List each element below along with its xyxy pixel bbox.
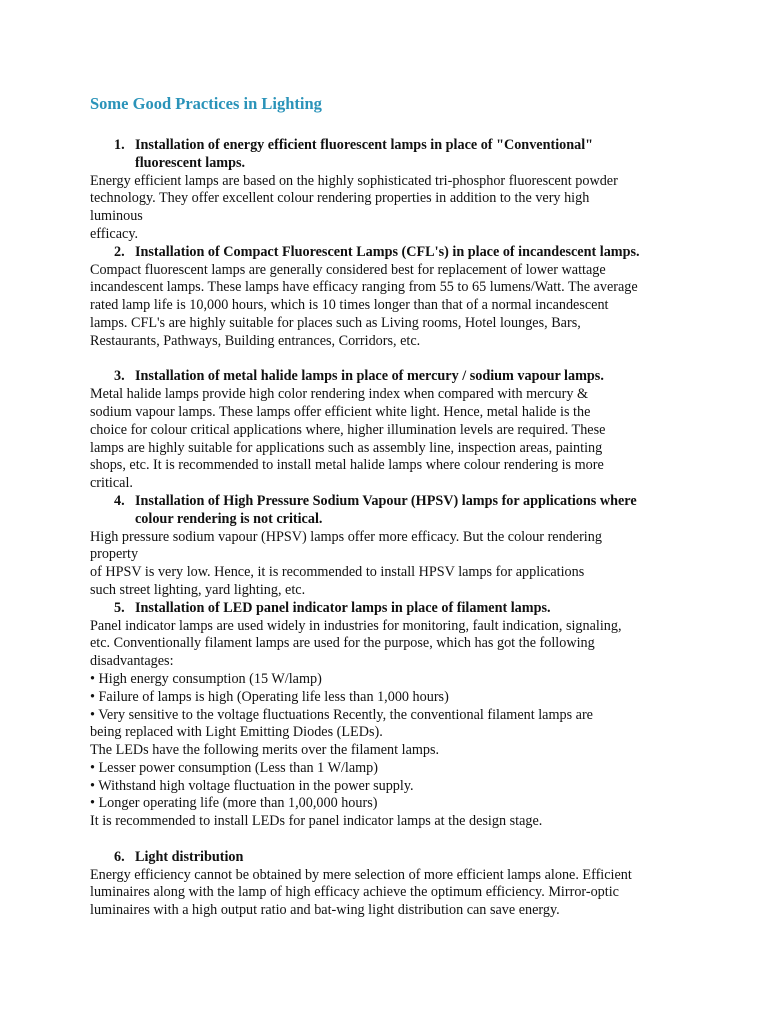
section-5-body-line: The LEDs have the following merits over the filament lamps. — [90, 742, 440, 759]
section-3-number: 3. — [114, 368, 125, 385]
section-3-body-line: critical. — [90, 475, 133, 492]
section-4-heading-line-2: colour rendering is not critical. — [135, 510, 323, 527]
section-1-body-line: technology. They offer excellent colour rendering properties in addition to the very high — [90, 190, 590, 207]
section-1-heading-line-1: Installation of energy efficient fluorescent lamps in place of "Conventional" — [135, 137, 594, 153]
section-4-number: 4. — [114, 492, 125, 509]
section-5-bullet: • Longer operating life (more than 1,00,000 hours) — [90, 795, 378, 812]
section-5-body — [90, 618, 680, 832]
section-2-body-line: rated lamp life is 10,000 hours, which is 10 times longer than that of a normal incandescent — [90, 297, 609, 314]
section-1-body-line: efficacy. — [90, 225, 139, 242]
section-5-heading-line-1: Installation of LED panel indicator lamps in place of filament lamps. — [135, 599, 551, 616]
section-6-number: 6. — [114, 848, 125, 865]
section-2-body-line: lamps. CFL's are highly suitable for places such as Living rooms, Hotel lounges, Bars, — [90, 314, 581, 331]
section-6-body-line: luminaires along with the lamp of high efficacy achieve the optimum efficiency. Mirror-optic — [90, 884, 619, 901]
section-4-body-line: such street lighting, yard lighting, etc. — [90, 581, 306, 598]
section-5-bullet: • Very sensitive to the voltage fluctuations Recently, the conventional filament lamps are — [90, 706, 593, 723]
section-3-body-line: lamps are highly suitable for applications such as assembly line, inspection areas, painting — [90, 439, 603, 456]
section-3-body-line: choice for colour critical applications where, higher illumination levels are required. These — [90, 421, 606, 438]
section-4-body-line: property — [90, 546, 139, 563]
section-3-body-line: sodium vapour lamps. These lamps offer efficient white light. Hence, metal halide is the — [90, 403, 591, 420]
section-6-body — [90, 867, 680, 920]
section-2-body-line: Restaurants, Pathways, Building entrances, Corridors, etc. — [90, 332, 421, 349]
document-page — [90, 93, 680, 920]
section-6-body-line: Energy efficiency cannot be obtained by mere selection of more efficient lamps alone. Efficient — [90, 866, 632, 883]
section-5-body-line: Panel indicator lamps are used widely in industries for monitoring, fault indication, signaling, — [90, 617, 622, 634]
section-2-heading — [90, 244, 680, 262]
section-5-bullet: • Failure of lamps is high (Operating life less than 1,000 hours) — [90, 688, 449, 705]
section-5-bullet: • High energy consumption (15 W/lamp) — [90, 670, 322, 687]
section-2-body-line: Compact fluorescent lamps are generally considered best for replacement of lower wattage — [90, 261, 606, 278]
section-4-heading-line-1: Installation of High Pressure Sodium Vapour (HPSV) lamps for applications where — [135, 492, 637, 509]
section-5-bullet: • Withstand high voltage fluctuation in the power supply. — [90, 777, 414, 794]
section-1-heading — [90, 137, 680, 173]
section-6-heading-line-1: Light distribution — [135, 848, 244, 865]
section-5-number: 5. — [114, 599, 125, 616]
section-6-heading — [90, 849, 680, 867]
section-1-heading-line-2: fluorescent lamps. — [135, 154, 246, 171]
section-2-number: 2. — [114, 243, 125, 260]
section-2-body — [90, 262, 680, 351]
section-3-body — [90, 386, 680, 493]
section-3-heading — [90, 368, 680, 386]
section-1-body-line: luminous — [90, 208, 143, 225]
section-3-body-line: Metal halide lamps provide high color rendering index when compared with mercury & — [90, 386, 588, 403]
section-4-body — [90, 529, 680, 600]
page-title: Some Good Practices in Lighting — [90, 94, 322, 113]
section-3-body-line: shops, etc. It is recommended to install metal halide lamps where colour rendering is more — [90, 457, 604, 474]
section-3-heading-line-1: Installation of metal halide lamps in place of mercury / sodium vapour lamps. — [135, 368, 604, 385]
section-5-body-line: etc. Conventionally filament lamps are used for the purpose, which has got the following — [90, 635, 595, 652]
section-4-body-line: of HPSV is very low. Hence, it is recommended to install HPSV lamps for applications — [90, 564, 585, 581]
section-1-number: 1. — [114, 137, 125, 153]
spacer — [90, 351, 680, 369]
section-5-bullet: • Lesser power consumption (Less than 1 W/lamp) — [90, 759, 378, 776]
section-4-body-line: High pressure sodium vapour (HPSV) lamps offer more efficacy. But the colour rendering — [90, 528, 602, 545]
spacer — [90, 831, 680, 849]
section-5-body-line: It is recommended to install LEDs for panel indicator lamps at the design stage. — [90, 813, 543, 830]
section-6-body-line: luminaires with a high output ratio and bat-wing light distribution can save energy. — [90, 902, 560, 919]
section-5-body-line: disadvantages: — [90, 653, 174, 670]
section-5-heading — [90, 600, 680, 618]
section-2-heading-line-1: Installation of Compact Fluorescent Lamps (CFL's) in place of incandescent lamps. — [135, 243, 640, 260]
section-1-body-line: Energy efficient lamps are based on the highly sophisticated tri-phosphor fluorescent powder — [90, 172, 618, 189]
section-1-body — [90, 173, 680, 244]
section-2-body-line: incandescent lamps. These lamps have efficacy ranging from 55 to 65 lumens/Watt. The average — [90, 279, 638, 296]
section-4-heading — [90, 493, 680, 529]
section-5-body-line: being replaced with Light Emitting Diodes (LEDs). — [90, 724, 383, 741]
